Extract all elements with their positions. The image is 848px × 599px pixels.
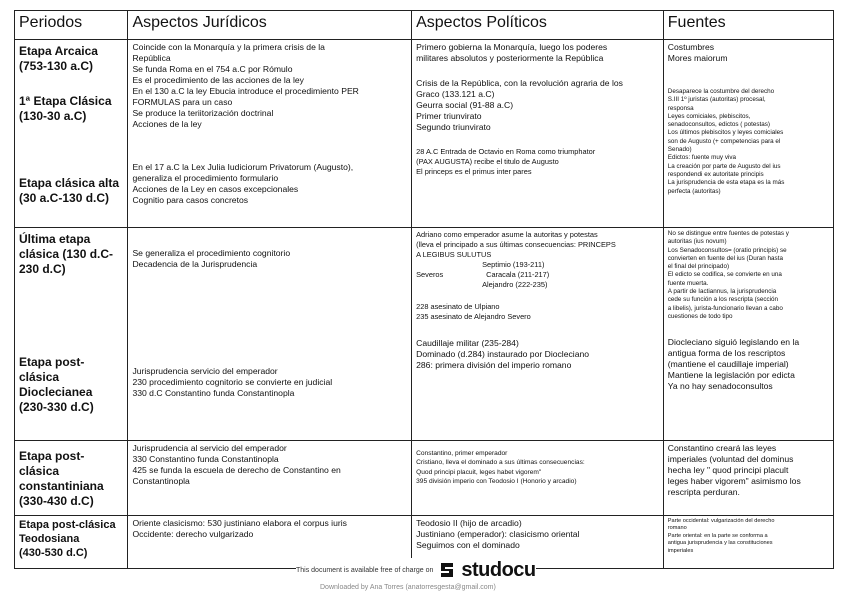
politicos-cell: Constantino, primer emperador Cristiano, lleva el dominado a sus últimas consecuencias: Quod principi placuit, leges habet vigorem" 395 división imperio con Teodosio I (Honorio y arcadio) bbox=[412, 441, 664, 516]
periods-cell bbox=[15, 441, 128, 516]
studocu-watermark[interactable] bbox=[296, 558, 536, 582]
header-periodos: Periodos bbox=[15, 11, 128, 40]
periods-cell bbox=[15, 516, 128, 569]
politicos-cell: Adriano como emperador asume la autoritas y potestas (lleva el principado a sus últimas consecuencias: PRINCEPS A LEGIBUS SULUTUS Severos Septimio (193-211) Caracala (211-217) Alejandro (222-235) 228 asesinato de Ulpiano 235 asesinato de Alejandro Severo Caudillaje militar (235-284) Dominado (d.284) instaurado por Diocleciano 286: primera división del imperio romano bbox=[412, 228, 664, 441]
juridicos-cell: Coincide con la Monarquía y la primera crisis de la República Se funda Roma en el 754 a.C por Rómulo Es el procedimiento de las acciones de la ley En el 130 a.C la ley Ebucia introduce el procedimiento PER FORMULAS para un caso Se produce la teriitorización doctrinal Acciones de la ley En el 17 a.C la Lex Julia Iudiciorum Privatorum (Augusto), generaliza el procedimiento formulario Acciones de la Ley en casos excepcionales Cognitio para casos concretos bbox=[128, 40, 412, 228]
fuentes-cell: No se distingue entre fuentes de potestas y autoritas (ius novum) Los Senadoconsultos= (oratio principis) se convierten en fuente del ius (Duran hasta el final del principado) El edicto se codifica, se convierte en una fuente muerta. A partir de Iactiannus, la jurisprudencia cede su función a los rescripta (sección a libelis), jurista-funcionario llevan a cabo cuestiones de todo tipo Diocleciano siguió legislando en la antigua forma de los rescriptos (mantiene el caudillaje imperial) Mantiene la legislación por edicta Ya no hay senadoconsultos bbox=[663, 228, 833, 441]
header-politicos: Aspectos Políticos bbox=[412, 11, 664, 40]
studocu-brand: studocu bbox=[461, 558, 536, 581]
fuentes-cell: Constantino creará las leyes imperiales (voluntad del dominus hecha ley " quod principi placult leges haber vigorem" asimismo los rescripta perduran. bbox=[663, 441, 833, 516]
table-row bbox=[15, 228, 834, 441]
period-constantiniana: Etapa post-clásica constantiniana (330-430 d.C) bbox=[19, 449, 104, 508]
watermark-text: This document is available free of charge on bbox=[296, 566, 434, 574]
document-sheet bbox=[14, 10, 834, 569]
table-row bbox=[15, 441, 834, 516]
period-dioclecianea: Etapa post-clásica Dioclecianea (230-330 d.C) bbox=[19, 355, 94, 414]
periods-cell bbox=[15, 228, 128, 441]
fuentes-cell: Parte occidental: vulgarización del derecho romano Parte oriental: en la parte se conforma a antigua jurisprudencia y las constituciones imperiales bbox=[663, 516, 833, 569]
politicos-cell: Teodosio II (hijo de arcadio) Justiniano (emperador): clasicismo oriental Seguimos con el dominado bbox=[412, 516, 664, 569]
period-teodosiana: Etapa post-clásica Teodosiana (430-530 d.C) bbox=[19, 519, 116, 559]
periods-cell bbox=[15, 40, 128, 228]
fuentes-cell: Costumbres Mores maiorum Desaparece la costumbre del derecho S.III 1º juristas (autoritas) procesal, responsa Leyes comiciales, plebiscitos, senadoconsultos, edictos ( potestas) Los últimos plebiscitos y leyes comiciales son de Augusto (+ competencias para el Senado) Edictos: fuente muy viva La creación por parte de Augusto del ius respondendi ex autoritate principis La jurisprudencia de esta etapa es la más perfecta (autoritas) bbox=[663, 40, 833, 228]
table-row bbox=[15, 40, 834, 228]
download-footer: Downloaded by Ana Torres (anatorresgesta@gmail.com) bbox=[320, 584, 496, 591]
period-clasica-alta: Etapa clásica alta (30 a.C-130 d.C) bbox=[19, 176, 120, 205]
period-arcaica: Etapa Arcaica (753-130 a.C) bbox=[19, 44, 98, 73]
severos-block: Severos Septimio (193-211) Caracala (211-217) Alejandro (222-235) bbox=[416, 260, 550, 289]
header-fuentes: Fuentes bbox=[663, 11, 833, 40]
header-row bbox=[15, 11, 834, 40]
juridicos-cell: Se generaliza el procedimiento cognitorio Decadencia de la Jurisprudencia Jurisprudencia servicio del emperador 230 procedimiento cognitorio se convierte en judicial 330 d.C Constantino funda Constantinopla bbox=[128, 228, 412, 441]
history-table bbox=[14, 10, 834, 569]
period-ultima-clasica: Última etapa clásica (130 d.C- 230 d.C) bbox=[19, 232, 114, 276]
juridicos-cell: Jurisprudencia al servicio del emperador 330 Constantino funda Constantinopla 425 se funda la escuela de derecho de Constantino en Constantinopla bbox=[128, 441, 412, 516]
politicos-cell: Primero gobierna la Monarquía, luego los poderes militares absolutos y posteriormente la República Crisis de la República, con la revolución agraria de los Graco (133.121 a.C) Geurra social (91-88 a.C) Primer triunvirato Segundo triunvirato 28 A.C Entrada de Octavio en Roma como triumphator (PAX AUGUSTA) recibe el titulo de Augusto El princeps es el primus inter pares bbox=[412, 40, 664, 228]
studocu-logo-icon bbox=[437, 560, 457, 580]
juridicos-cell: Oriente clasicismo: 530 justiniano elabora el corpus iuris Occidente: derecho vulgarizado bbox=[128, 516, 412, 569]
period-primera-clasica: 1ª Etapa Clásica (130-30 a.C) bbox=[19, 94, 112, 123]
header-juridicos: Aspectos Jurídicos bbox=[128, 11, 412, 40]
